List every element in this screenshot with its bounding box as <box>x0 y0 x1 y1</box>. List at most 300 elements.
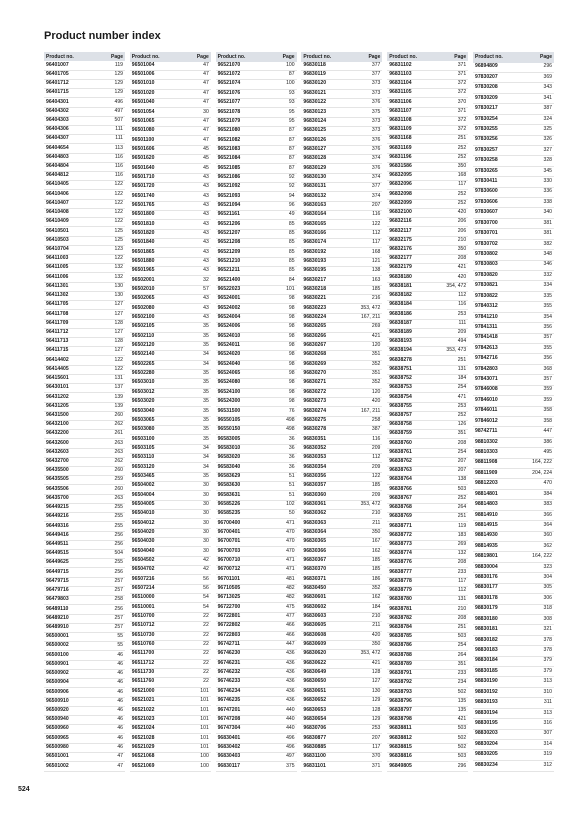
table-row <box>387 448 468 457</box>
table-row <box>44 550 125 559</box>
page-reference: 121 <box>371 258 381 265</box>
page-reference: 128 <box>371 669 381 676</box>
product-number: 96411003 <box>46 255 69 262</box>
page-reference: 30 <box>203 491 209 498</box>
product-number: 96503010 <box>131 379 155 386</box>
page-reference: 101 <box>200 734 209 741</box>
table-row <box>130 154 211 163</box>
page-reference: 47 <box>117 762 123 769</box>
table-row <box>44 457 125 466</box>
page-reference: 116 <box>458 301 467 308</box>
page-reference: 34 <box>203 444 209 451</box>
product-number: 96830601 <box>303 594 327 601</box>
product-number: 96830164 <box>303 211 327 218</box>
product-number: 97830254 <box>474 115 498 122</box>
product-number: 96503080 <box>131 426 155 433</box>
page-reference: 87 <box>288 145 295 152</box>
table-row <box>216 631 297 640</box>
page-reference: 101 <box>200 697 209 704</box>
product-number: 96830363 <box>303 519 327 526</box>
page-reference: 379 <box>543 667 552 674</box>
page-reference: 111 <box>458 319 467 326</box>
page-reference: 112 <box>372 229 381 236</box>
page-reference: 22 <box>203 650 209 657</box>
page-reference: 45 <box>203 164 209 171</box>
product-number: 96830267 <box>303 342 327 349</box>
page-reference: 470 <box>543 480 552 487</box>
page-reference: 252 <box>457 411 467 418</box>
table-row <box>301 257 382 266</box>
page-reference: 128 <box>371 706 381 713</box>
table-row <box>44 485 125 494</box>
product-number: 96830270 <box>303 370 327 377</box>
page-reference: 323 <box>543 563 552 570</box>
product-number: 96583020 <box>217 454 241 461</box>
table-row <box>387 559 468 568</box>
product-number: 96500002 <box>46 642 69 649</box>
product-number: 96503465 <box>131 472 155 479</box>
page-reference: 30 <box>203 528 209 535</box>
product-number: 96502140 <box>131 351 155 358</box>
table-row <box>301 528 382 537</box>
table-row <box>387 531 468 540</box>
page-reference: 498 <box>286 416 295 423</box>
page-reference: 374 <box>371 173 381 180</box>
page-reference: 208 <box>457 614 467 621</box>
page-reference: 352 <box>371 379 381 386</box>
product-number: 96524100 <box>217 388 241 395</box>
page-reference: 338 <box>543 198 552 205</box>
page-reference: 420 <box>371 398 381 405</box>
page-reference: 207 <box>457 458 467 465</box>
table-row <box>473 406 554 416</box>
table-row <box>216 734 297 743</box>
product-number: 98830178 <box>474 594 498 601</box>
page-reference: 22 <box>203 631 209 638</box>
product-number: 96830165 <box>303 220 327 227</box>
table-row <box>301 136 382 145</box>
table-row <box>130 285 211 294</box>
product-number: 96838751 <box>389 365 412 372</box>
table-row <box>301 304 382 313</box>
product-number: 96832096 <box>389 181 412 188</box>
table-row <box>130 631 211 640</box>
product-number: 98814803 <box>474 501 498 508</box>
table-row <box>473 177 554 187</box>
table-row <box>387 301 468 310</box>
table-row <box>387 411 468 420</box>
table-row <box>130 519 211 528</box>
table-row <box>387 365 468 374</box>
product-number: 96830131 <box>303 183 327 190</box>
table-row <box>44 245 125 254</box>
page-reference: 129 <box>371 715 381 722</box>
table-row <box>387 605 468 614</box>
product-number: 96432600 <box>46 439 69 446</box>
product-number: 96504002 <box>131 482 155 489</box>
product-number: 97830207 <box>474 73 498 80</box>
table-row <box>130 622 211 631</box>
page-reference: 183 <box>457 531 467 538</box>
page-reference: 36 <box>288 435 295 442</box>
product-number: 96838193 <box>389 338 412 345</box>
product-number: 96832175 <box>389 236 412 243</box>
product-number: 98830184 <box>474 657 498 664</box>
table-row <box>387 190 468 199</box>
product-number: 96838768 <box>389 504 412 511</box>
product-number: 96524011 <box>217 342 240 349</box>
product-number: 96501620 <box>131 155 155 162</box>
table-row <box>301 416 382 425</box>
product-number: 97846008 <box>474 386 498 393</box>
table-row <box>473 93 554 103</box>
product-number: 96431500 <box>46 411 69 418</box>
index-tables <box>44 52 554 772</box>
page-reference: 371 <box>371 762 381 769</box>
table-row <box>130 164 211 173</box>
page-reference: 351 <box>457 660 467 667</box>
page-reference: 46 <box>117 734 123 741</box>
product-number: 96449215 <box>46 504 69 511</box>
product-number: 96510700 <box>131 613 155 620</box>
header-product-no: Product no. <box>387 52 442 61</box>
product-number: 96449416 <box>46 531 69 538</box>
table-row <box>301 341 382 350</box>
page-reference: 122 <box>114 365 123 372</box>
page-reference: 164, 222 <box>532 553 552 560</box>
product-number: 96524040 <box>217 360 241 367</box>
product-number: 96501640 <box>131 164 155 171</box>
page-reference: 47 <box>117 753 123 760</box>
page-number: 524 <box>18 786 30 793</box>
page-reference: 498 <box>286 426 295 433</box>
page-reference: 100 <box>200 762 209 769</box>
page-reference: 112 <box>372 454 381 461</box>
product-number: 96830353 <box>303 454 327 461</box>
page-reference: 47 <box>203 89 209 96</box>
page-reference: 46 <box>117 743 123 750</box>
product-number: 96501800 <box>131 211 155 218</box>
table-row <box>130 538 211 547</box>
table-row <box>387 697 468 706</box>
table-row <box>130 444 211 453</box>
table-row <box>44 61 125 70</box>
page-reference: 36 <box>288 444 295 451</box>
header-row <box>44 52 125 61</box>
product-number: 96504012 <box>131 519 155 526</box>
product-number: 96401712 <box>46 80 69 87</box>
table-row <box>301 715 382 724</box>
product-number: 96501001 <box>46 753 69 760</box>
product-number: 97830255 <box>474 125 498 132</box>
table-row <box>473 635 554 645</box>
table-row <box>216 500 297 509</box>
product-number: 96583631 <box>217 491 241 498</box>
table-row <box>130 724 211 733</box>
product-number: 96830651 <box>303 687 327 694</box>
table-row <box>473 354 554 364</box>
product-number: 96504040 <box>131 547 155 554</box>
product-number: 96521000 <box>131 687 155 694</box>
table-row <box>44 384 125 393</box>
product-number: 96830123 <box>303 108 327 115</box>
table-row <box>216 192 297 201</box>
page-reference: 370 <box>371 753 381 760</box>
product-number: 96832179 <box>389 264 412 271</box>
page-reference: 497 <box>286 753 295 760</box>
product-number: 96521069 <box>131 762 155 769</box>
page-reference: 351 <box>457 430 467 437</box>
table-row <box>216 173 297 182</box>
page-reference: 263 <box>114 494 123 501</box>
table-row <box>130 229 211 238</box>
product-number: 96521070 <box>217 61 241 68</box>
table-row <box>473 677 554 687</box>
product-number: 98742711 <box>474 428 498 435</box>
table-row <box>301 659 382 668</box>
page-reference: 92 <box>288 173 295 180</box>
table-row <box>130 594 211 603</box>
table-row <box>473 740 554 750</box>
page-reference: 312 <box>543 762 552 769</box>
product-number: 96838777 <box>389 568 412 575</box>
product-number: 96500001 <box>46 633 69 640</box>
page-reference: 98 <box>288 295 295 302</box>
page-reference: 208 <box>457 255 467 262</box>
page-reference: 186 <box>371 575 381 582</box>
product-number: 98830205 <box>474 751 498 758</box>
product-number: 96838798 <box>389 716 412 723</box>
page-reference: 36 <box>288 454 295 461</box>
page-reference: 377 <box>371 183 381 190</box>
header-row <box>130 52 211 62</box>
table-row <box>216 257 297 266</box>
page-reference: 35 <box>203 435 209 442</box>
page-reference: 35 <box>203 426 209 433</box>
product-number: 96838278 <box>389 356 412 363</box>
table-row <box>130 407 211 416</box>
table-row <box>44 89 125 98</box>
page-reference: 343 <box>543 84 552 91</box>
page-reference: 112 <box>458 292 467 299</box>
table-row <box>473 521 554 531</box>
header-product-no: Product no. <box>44 52 99 61</box>
product-number: 96502010 <box>131 286 155 293</box>
table-row <box>473 573 554 583</box>
product-number: 96830132 <box>303 192 327 199</box>
table-row <box>130 304 211 313</box>
product-number: 96435500 <box>46 467 69 474</box>
table-row <box>44 734 125 743</box>
table-row <box>387 402 468 411</box>
product-number: 96838194 <box>389 347 412 354</box>
product-number: 96404301 <box>46 98 69 105</box>
product-number: 96894809 <box>474 63 498 70</box>
table-row <box>473 385 554 395</box>
table-row <box>301 482 382 491</box>
page-reference: 122 <box>114 190 123 197</box>
table-row <box>44 614 125 623</box>
table-row <box>130 510 211 519</box>
table-row <box>301 239 382 248</box>
product-number: 96511760 <box>131 678 155 685</box>
page-reference: 372 <box>457 80 467 87</box>
product-number: 96501965 <box>131 267 155 274</box>
table-row <box>130 575 211 584</box>
table-row <box>216 463 297 472</box>
page-reference: 131 <box>457 365 467 372</box>
page-reference: 43 <box>203 248 209 255</box>
table-row <box>216 89 297 98</box>
product-number: 98810302 <box>474 438 498 445</box>
product-number: 96838781 <box>389 605 412 612</box>
table-row <box>473 166 554 176</box>
page-reference: 254 <box>457 384 467 391</box>
product-number: 96838180 <box>389 273 412 280</box>
product-number: 96410406 <box>46 190 69 197</box>
product-number: 96435506 <box>46 485 69 492</box>
product-number: 96432700 <box>46 458 69 465</box>
table-row <box>301 229 382 238</box>
product-number: 96830166 <box>303 229 327 236</box>
index-column-6 <box>473 52 554 772</box>
product-number: 97830209 <box>474 94 498 101</box>
product-number: 96521208 <box>217 239 241 246</box>
table-row <box>44 116 125 125</box>
page-reference: 129 <box>114 80 123 87</box>
table-row <box>44 190 125 199</box>
table-row <box>130 145 211 154</box>
product-number: 98830183 <box>474 647 498 654</box>
table-row <box>130 360 211 369</box>
table-row <box>44 439 125 448</box>
product-number: 96838773 <box>389 541 412 547</box>
table-row <box>44 393 125 402</box>
page-reference: 92 <box>288 183 295 190</box>
product-number: 96830119 <box>303 71 326 78</box>
product-number: 96830602 <box>303 603 327 610</box>
product-number: 96832100 <box>389 209 412 216</box>
product-number: 96501065 <box>131 117 155 124</box>
product-number: 96432603 <box>46 448 69 455</box>
page-reference: 262 <box>114 421 123 428</box>
page-reference: 46 <box>117 716 123 723</box>
page-reference: 127 <box>114 310 123 317</box>
table-row <box>301 603 382 612</box>
page-reference: 93 <box>288 89 295 96</box>
product-number: 96414402 <box>46 356 69 363</box>
table-row <box>387 706 468 715</box>
page-reference: 85 <box>288 229 295 236</box>
page-reference: 420 <box>457 273 467 280</box>
product-number: 96830174 <box>303 239 327 246</box>
table-row <box>216 425 297 434</box>
page-reference: 350 <box>371 641 381 648</box>
product-number: 96410408 <box>46 209 69 216</box>
product-number: 98819801 <box>474 553 498 560</box>
page-reference: 421 <box>371 659 381 666</box>
page-reference: 117 <box>372 239 381 246</box>
page-reference: 98 <box>288 304 295 311</box>
product-number: 96830121 <box>303 89 327 96</box>
table-row <box>387 153 468 162</box>
page-reference: 111 <box>115 126 123 133</box>
product-number: 96838797 <box>389 706 412 713</box>
page-reference: 304 <box>543 574 552 581</box>
table-row <box>216 360 297 369</box>
product-number: 96521084 <box>217 155 241 162</box>
page-reference: 98 <box>288 379 295 386</box>
table-row <box>301 510 382 519</box>
product-number: 96830609 <box>303 641 327 648</box>
product-number: 96410409 <box>46 218 69 225</box>
page-reference: 96 <box>288 201 295 208</box>
product-number: 96838772 <box>389 531 412 538</box>
product-number: 96500902 <box>46 670 69 677</box>
table-row <box>473 291 554 301</box>
product-number: 96521022 <box>131 706 155 713</box>
product-number: 97830702 <box>474 240 498 247</box>
table-row <box>216 108 297 117</box>
page-reference: 296 <box>457 762 467 769</box>
table-row <box>130 332 211 341</box>
page-reference: 50 <box>288 510 295 517</box>
page-reference: 351 <box>371 370 381 377</box>
table-row <box>130 313 211 322</box>
page-reference: 206 <box>457 227 467 234</box>
product-number: 98811909 <box>474 469 498 476</box>
table-row <box>301 183 382 192</box>
table-row <box>44 642 125 651</box>
page-reference: 321 <box>543 626 552 633</box>
page-reference: 253 <box>457 402 467 409</box>
product-number: 96411713 <box>46 338 69 345</box>
table-row <box>301 435 382 444</box>
table-row <box>216 220 297 229</box>
table-row <box>301 313 382 322</box>
page-reference: 264 <box>457 504 467 511</box>
product-number: 96521068 <box>131 753 155 760</box>
page-reference: 43 <box>203 267 209 274</box>
page-reference: 353, 472 <box>360 500 381 507</box>
table-row <box>130 640 211 649</box>
page-reference: 164, 222 <box>532 459 552 466</box>
table-row <box>387 273 468 282</box>
product-number: 96500920 <box>46 706 69 713</box>
table-row <box>216 295 297 304</box>
table-row <box>216 724 297 733</box>
page-reference: 51 <box>288 472 295 479</box>
table-row <box>473 656 554 666</box>
table-row <box>216 453 297 462</box>
product-number: 96838758 <box>389 421 412 428</box>
page-reference: 371 <box>457 61 467 68</box>
product-number: 96432200 <box>46 430 69 437</box>
table-row <box>301 547 382 556</box>
page-reference: 325 <box>543 125 552 132</box>
page-reference: 313 <box>543 678 552 685</box>
table-row <box>216 482 297 491</box>
table-row <box>387 679 468 688</box>
page-reference: 482 <box>286 585 295 592</box>
page-reference: 206 <box>457 218 467 225</box>
page-reference: 95 <box>288 117 295 124</box>
page-reference: 381 <box>543 230 552 237</box>
table-row <box>387 172 468 181</box>
product-number: 96521072 <box>217 71 241 78</box>
page-reference: 22 <box>203 622 209 629</box>
product-number: 96404303 <box>46 116 69 123</box>
